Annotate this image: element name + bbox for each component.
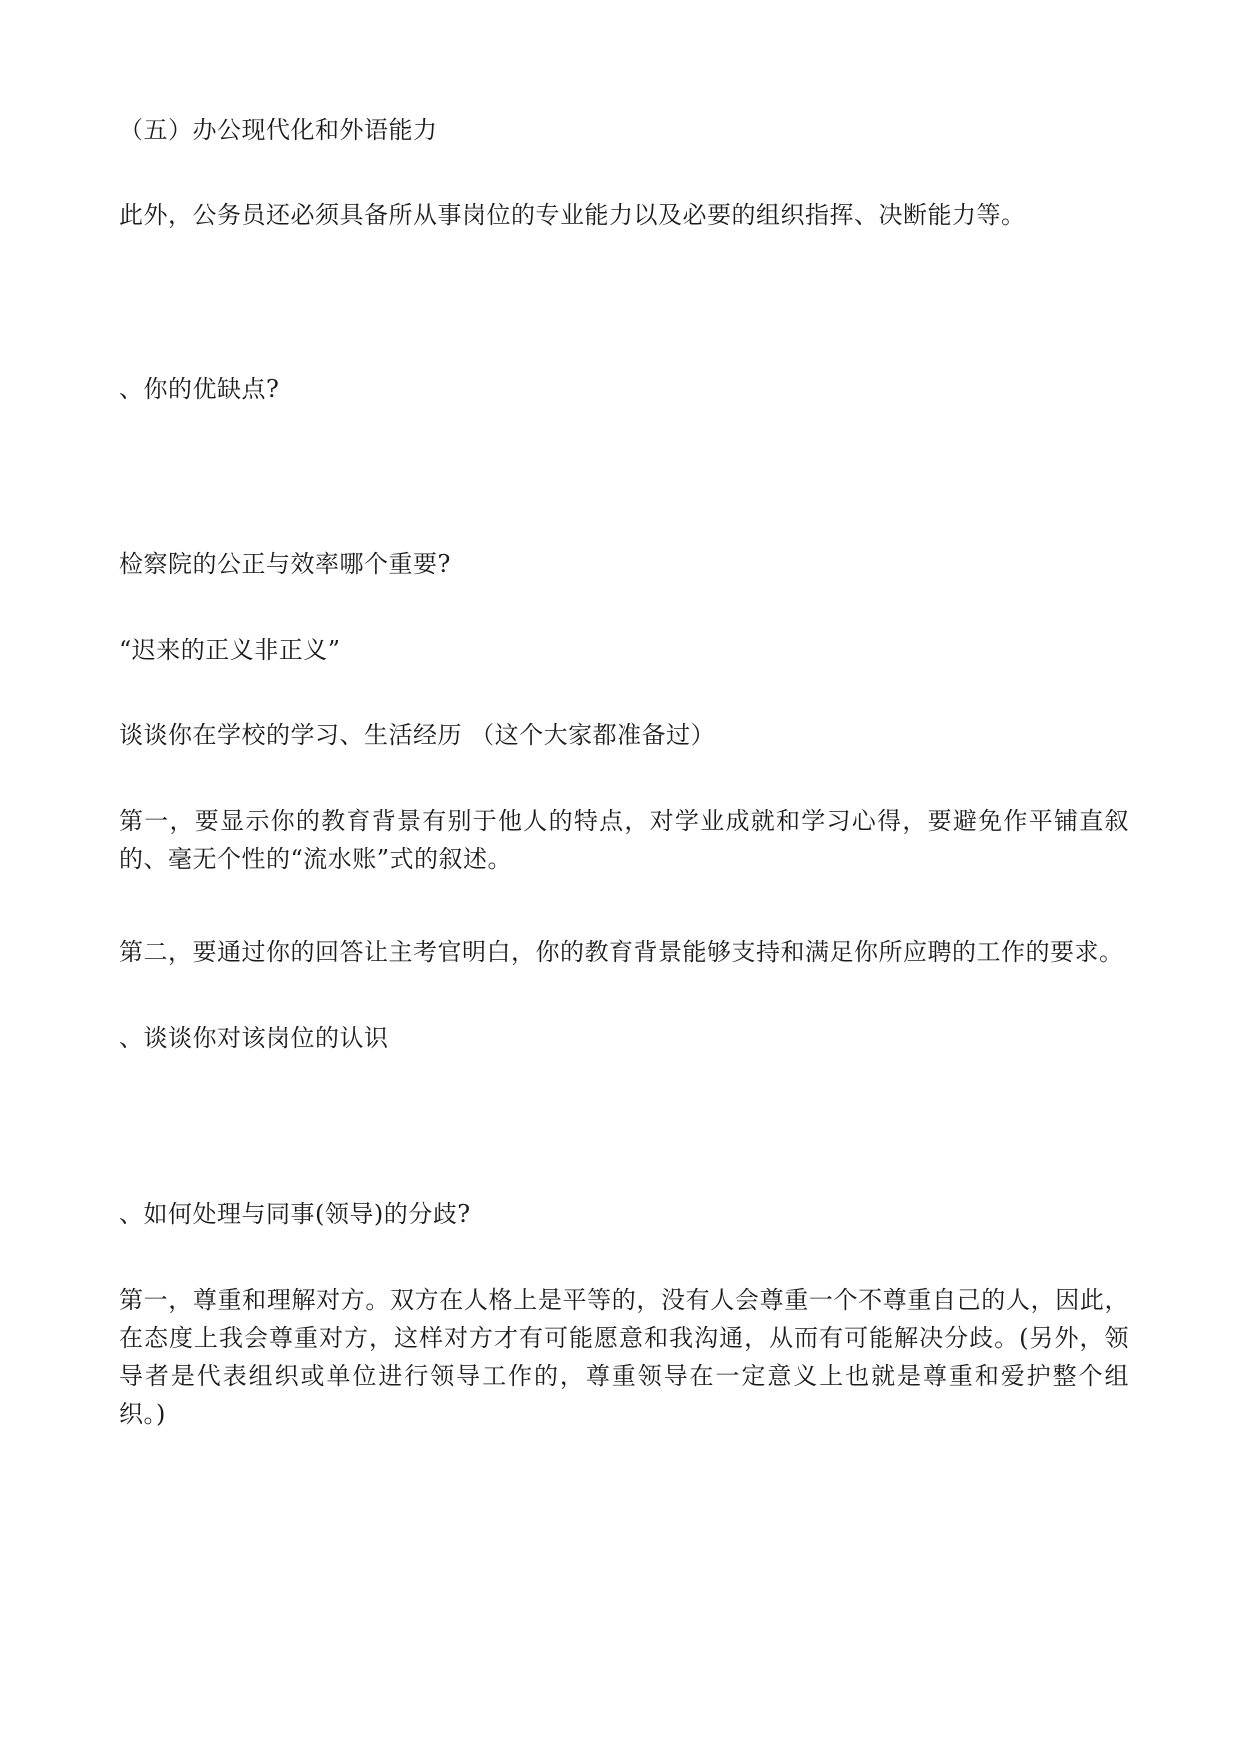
paragraph-respect-understand xyxy=(119,1281,1129,1433)
paragraph-row: 第一，要显示你的教育背景有别于他人的特点，对学业成就和学习心得，要避免作平铺直叙 xyxy=(119,807,1129,835)
question-position-understanding: 、谈谈你对该岗位的认识 xyxy=(119,1024,389,1052)
question-justice-efficiency: 检察院的公正与效率哪个重要? xyxy=(119,550,451,578)
paragraph-row: 在态度上我会尊重对方，这样对方才有可能愿意和我沟通，从而有可能解决分歧。(另外，领 xyxy=(119,1324,1129,1352)
section-heading-office-modernization: （五）办公现代化和外语能力 xyxy=(119,116,438,144)
question-handling-disagreements: 、如何处理与同事(领导)的分歧? xyxy=(119,1200,471,1228)
paragraph-education-second: 第二，要通过你的回答让主考官明白，你的教育背景能够支持和满足你所应聘的工作的要求。 xyxy=(119,938,1124,966)
paragraph-additional-abilities: 此外，公务员还必须具备所从事岗位的专业能力以及必要的组织指挥、决断能力等。 xyxy=(119,201,1026,229)
question-school-experience: 谈谈你在学校的学习、生活经历 （这个大家都准备过） xyxy=(119,721,716,749)
question-strengths-weaknesses: 、你的优缺点? xyxy=(119,375,280,403)
paragraph-row: 第一，尊重和理解对方。双方在人格上是平等的，没有人会尊重一个不尊重自己的人，因此， xyxy=(119,1286,1129,1314)
paragraph-row: 的、毫无个性的“流水账”式的叙述。 xyxy=(119,845,513,873)
paragraph-row: 织。) xyxy=(119,1400,166,1428)
paragraph-education-first xyxy=(119,802,1129,878)
paragraph-row: 导者是代表组织或单位进行领导工作的，尊重领导在一定意义上也就是尊重和爱护整个组 xyxy=(119,1362,1129,1390)
quote-delayed-justice: “迟来的正义非正义” xyxy=(119,636,341,664)
